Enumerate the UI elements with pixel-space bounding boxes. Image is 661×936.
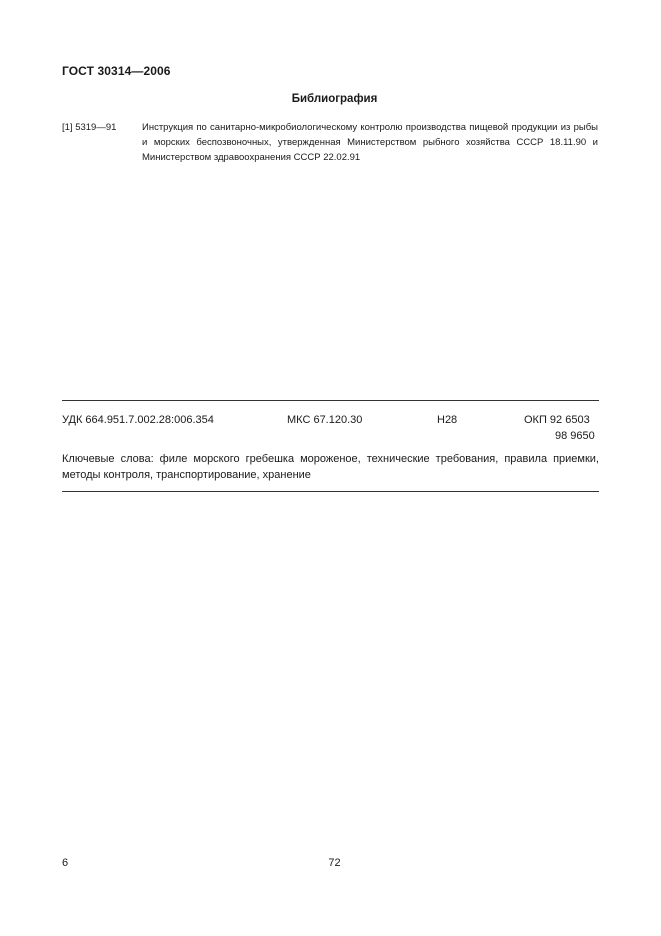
- okp-code-line-1: ОКП 92 6503: [524, 414, 590, 426]
- bibliography-heading: Библиография: [291, 93, 378, 105]
- bibliography-entry-number: [1] 5319—91: [62, 122, 117, 133]
- divider-top: [62, 400, 599, 401]
- standard-designation: ГОСТ 30314—2006: [62, 64, 171, 78]
- mks-code: МКС 67.120.30: [287, 414, 363, 426]
- udk-code: УДК 664.951.7.002.28:006.354: [62, 414, 214, 426]
- divider-bottom: [62, 491, 599, 492]
- keywords-paragraph: Ключевые слова: филе морского гребешка мороженое, технические требования, правила приемки, методы контроля, транспортирование, хранение: [62, 453, 599, 481]
- okp-code: [524, 412, 595, 444]
- bibliography-entry-text: Инструкция по санитарно-микробиологическому контролю производства пищевой продукции из рыбы и морских беспозвоночных, утвержденная Министерством рыбного хозяйства СССР 18.11.90 и Министерством здравоохранения СССР 22.02.91: [142, 122, 598, 163]
- page-number: 6: [62, 857, 69, 869]
- group-code: Н28: [437, 414, 458, 426]
- sheet-number: 72: [328, 857, 341, 869]
- okp-code-line-2: 98 9650: [555, 430, 595, 442]
